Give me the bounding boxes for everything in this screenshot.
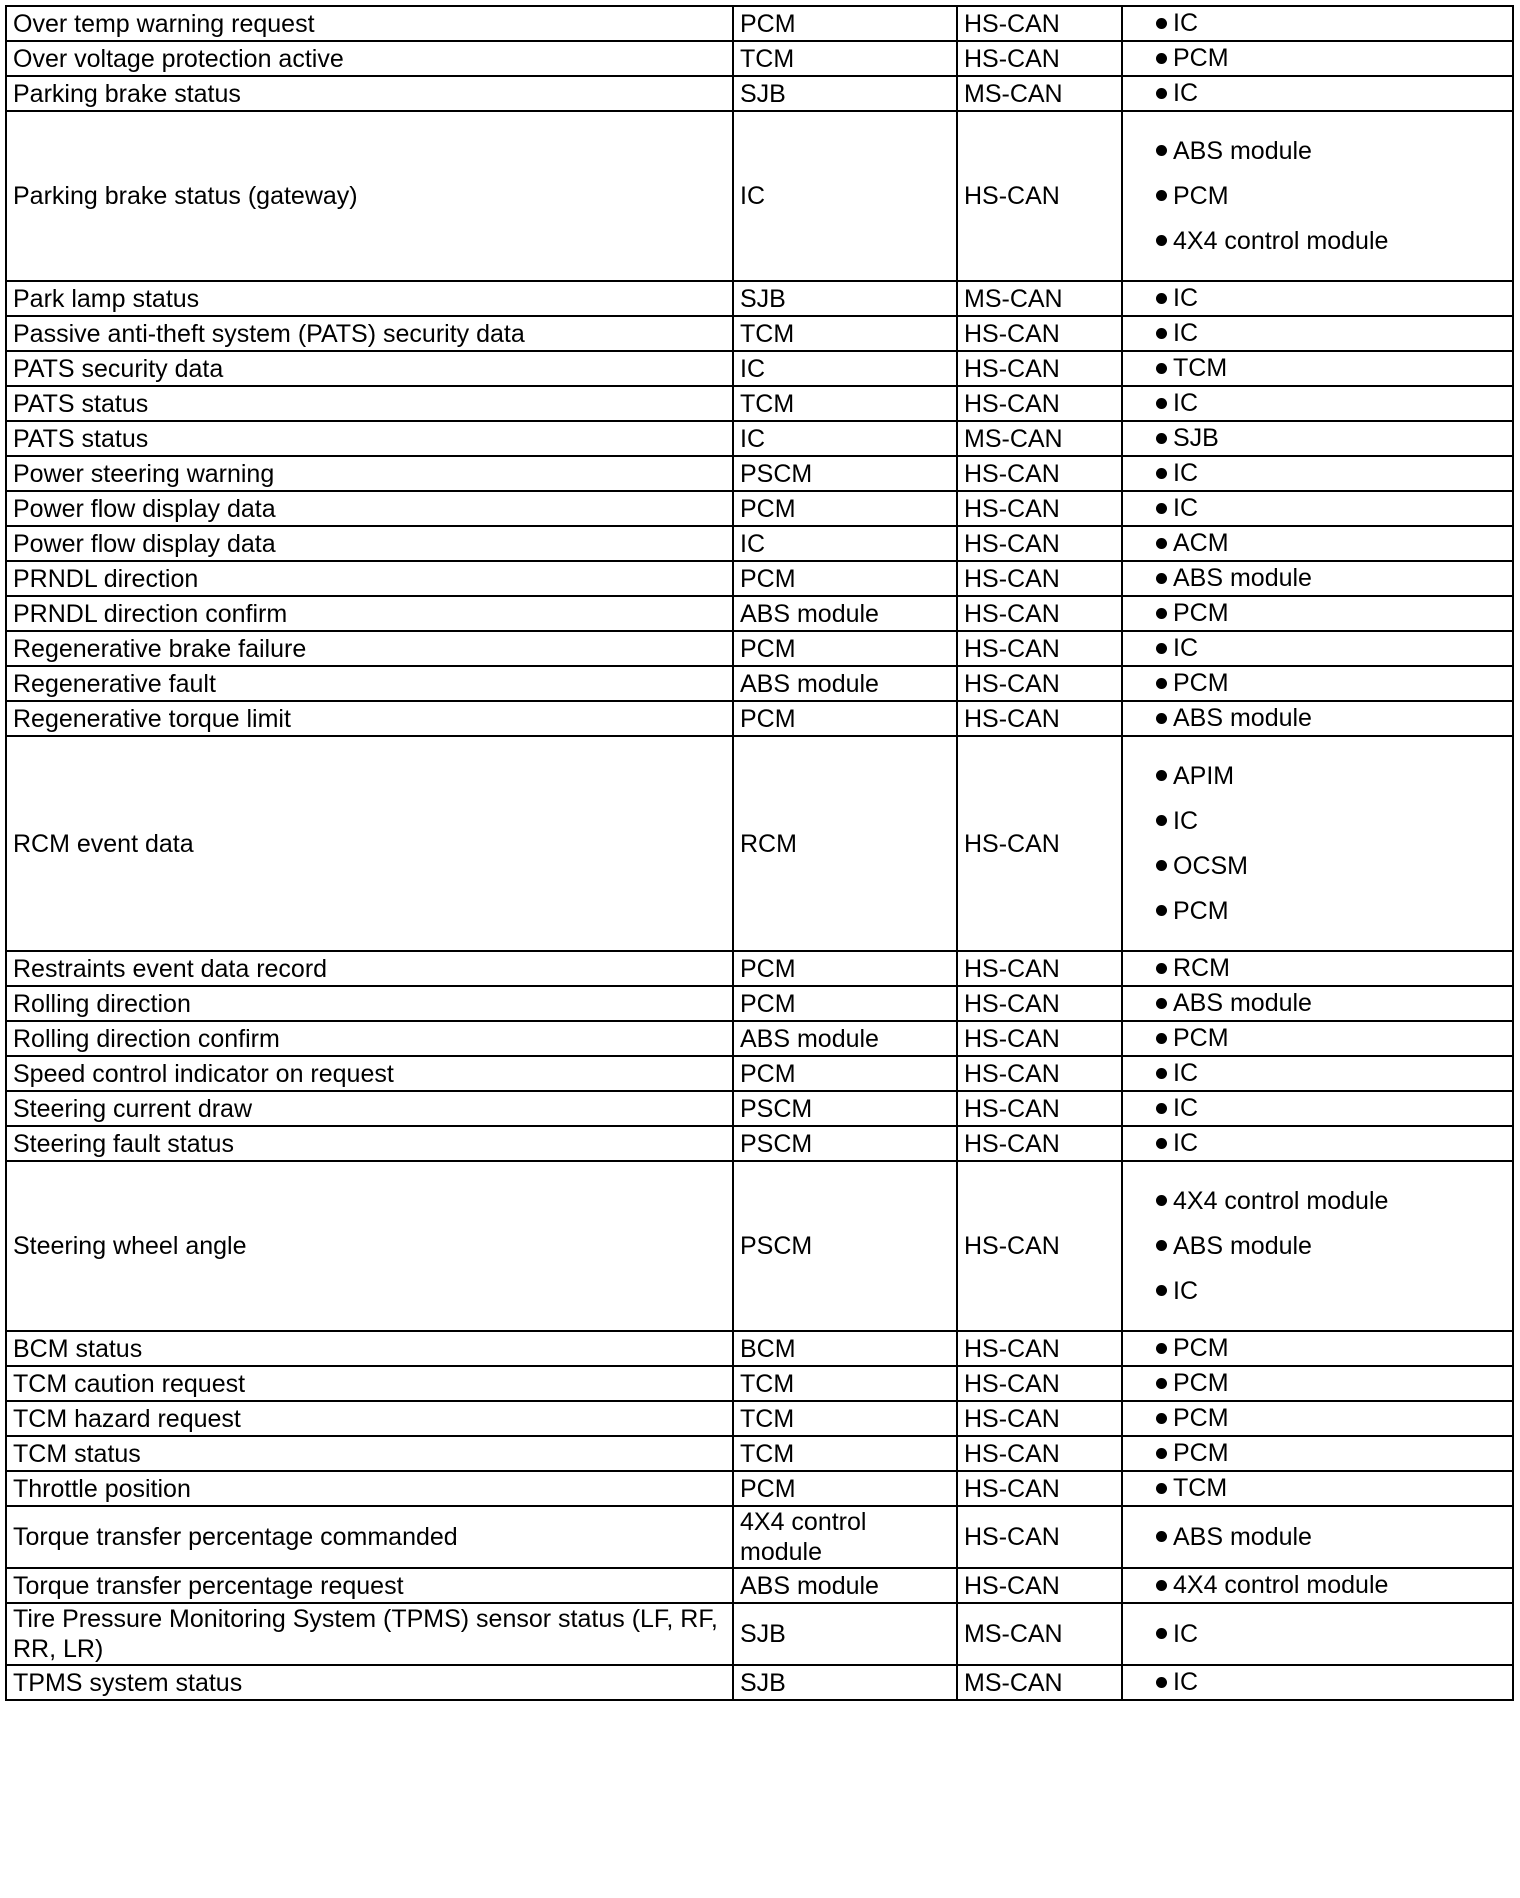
network-cell: HS-CAN	[957, 1021, 1122, 1056]
message-cell: BCM status	[6, 1331, 733, 1366]
network-cell: HS-CAN	[957, 386, 1122, 421]
table-row	[6, 596, 1513, 631]
receiver-item: PCM	[1173, 1438, 1506, 1469]
table-row	[6, 1091, 1513, 1126]
receivers-cell	[1122, 1161, 1513, 1331]
receiver-item: PCM	[1173, 1023, 1506, 1054]
network-cell: HS-CAN	[957, 491, 1122, 526]
originator-cell: ABS module	[733, 666, 957, 701]
table-row	[6, 1056, 1513, 1091]
table-row	[6, 736, 1513, 951]
message-cell: Torque transfer percentage commanded	[6, 1506, 733, 1568]
network-cell: HS-CAN	[957, 1091, 1122, 1126]
table-row	[6, 421, 1513, 456]
receivers-cell	[1122, 1366, 1513, 1401]
table-row	[6, 316, 1513, 351]
table-row	[6, 386, 1513, 421]
receivers-cell	[1122, 736, 1513, 951]
receiver-item: IC	[1173, 1093, 1506, 1124]
originator-cell: SJB	[733, 1665, 957, 1700]
message-cell: RCM event data	[6, 736, 733, 951]
receiver-item: IC	[1173, 388, 1506, 419]
receiver-item: IC	[1173, 1058, 1506, 1089]
table-row	[6, 1331, 1513, 1366]
receiver-item: OCSM	[1173, 844, 1506, 889]
message-cell: PATS status	[6, 421, 733, 456]
network-cell: MS-CAN	[957, 1665, 1122, 1700]
originator-cell: PCM	[733, 631, 957, 666]
originator-cell: PCM	[733, 1056, 957, 1091]
network-cell: HS-CAN	[957, 986, 1122, 1021]
message-cell: Steering current draw	[6, 1091, 733, 1126]
receivers-cell	[1122, 316, 1513, 351]
receiver-item: IC	[1173, 1269, 1506, 1314]
receivers-cell	[1122, 386, 1513, 421]
message-cell: Parking brake status (gateway)	[6, 111, 733, 281]
originator-cell: PCM	[733, 6, 957, 41]
table-row	[6, 1471, 1513, 1506]
table-row	[6, 526, 1513, 561]
table-row	[6, 1366, 1513, 1401]
receiver-item: 4X4 control module	[1173, 1570, 1506, 1601]
network-cell: MS-CAN	[957, 76, 1122, 111]
receivers-cell	[1122, 76, 1513, 111]
network-cell: HS-CAN	[957, 1161, 1122, 1331]
message-cell: Steering fault status	[6, 1126, 733, 1161]
receiver-item: IC	[1173, 633, 1506, 664]
receiver-item: ABS module	[1173, 1522, 1506, 1553]
receiver-item: IC	[1173, 799, 1506, 844]
network-message-table	[5, 5, 1514, 1701]
receiver-item: IC	[1173, 1619, 1506, 1650]
message-cell: PATS status	[6, 386, 733, 421]
receivers-cell	[1122, 1506, 1513, 1568]
network-cell: HS-CAN	[957, 1568, 1122, 1603]
message-cell: Power flow display data	[6, 491, 733, 526]
originator-cell: TCM	[733, 41, 957, 76]
receiver-item: PCM	[1173, 1333, 1506, 1364]
receiver-item: PCM	[1173, 889, 1506, 934]
receiver-item: 4X4 control module	[1173, 219, 1506, 264]
message-cell: Passive anti-theft system (PATS) security data	[6, 316, 733, 351]
receivers-cell	[1122, 666, 1513, 701]
originator-cell: PCM	[733, 701, 957, 736]
originator-cell: 4X4 control module	[733, 1506, 957, 1568]
originator-cell: SJB	[733, 281, 957, 316]
receiver-item: IC	[1173, 1128, 1506, 1159]
receiver-item: PCM	[1173, 174, 1506, 219]
network-cell: HS-CAN	[957, 631, 1122, 666]
message-cell: Park lamp status	[6, 281, 733, 316]
originator-cell: SJB	[733, 76, 957, 111]
receivers-cell	[1122, 1331, 1513, 1366]
receivers-cell	[1122, 491, 1513, 526]
message-cell: Over temp warning request	[6, 6, 733, 41]
originator-cell: PCM	[733, 951, 957, 986]
receivers-cell	[1122, 631, 1513, 666]
receivers-cell	[1122, 1665, 1513, 1700]
originator-cell: IC	[733, 111, 957, 281]
network-cell: MS-CAN	[957, 421, 1122, 456]
message-cell: Torque transfer percentage request	[6, 1568, 733, 1603]
table-row	[6, 1401, 1513, 1436]
originator-cell: IC	[733, 351, 957, 386]
originator-cell: PCM	[733, 1471, 957, 1506]
originator-cell: PCM	[733, 561, 957, 596]
table-row	[6, 111, 1513, 281]
network-cell: HS-CAN	[957, 1506, 1122, 1568]
originator-cell: TCM	[733, 1436, 957, 1471]
table-row	[6, 1568, 1513, 1603]
originator-cell: TCM	[733, 316, 957, 351]
network-cell: HS-CAN	[957, 41, 1122, 76]
receivers-cell	[1122, 1021, 1513, 1056]
message-cell: Tire Pressure Monitoring System (TPMS) sensor status (LF, RF, RR, LR)	[6, 1603, 733, 1665]
table-row	[6, 76, 1513, 111]
receivers-cell	[1122, 456, 1513, 491]
receiver-item: IC	[1173, 1667, 1506, 1698]
receiver-item: PCM	[1173, 1403, 1506, 1434]
message-cell: PRNDL direction confirm	[6, 596, 733, 631]
receivers-cell	[1122, 701, 1513, 736]
network-cell: HS-CAN	[957, 596, 1122, 631]
receivers-cell	[1122, 1603, 1513, 1665]
message-cell: Power flow display data	[6, 526, 733, 561]
table-row	[6, 666, 1513, 701]
network-cell: HS-CAN	[957, 1056, 1122, 1091]
originator-cell: RCM	[733, 736, 957, 951]
network-cell: MS-CAN	[957, 1603, 1122, 1665]
receivers-cell	[1122, 1401, 1513, 1436]
table-row	[6, 1506, 1513, 1568]
receiver-item: RCM	[1173, 953, 1506, 984]
table-row	[6, 1603, 1513, 1665]
table-row	[6, 1436, 1513, 1471]
table-row	[6, 1161, 1513, 1331]
network-cell: HS-CAN	[957, 1436, 1122, 1471]
network-cell: HS-CAN	[957, 736, 1122, 951]
table-row	[6, 351, 1513, 386]
originator-cell: PSCM	[733, 1091, 957, 1126]
receivers-cell	[1122, 1436, 1513, 1471]
receiver-item: ABS module	[1173, 129, 1506, 174]
message-cell: Power steering warning	[6, 456, 733, 491]
receivers-cell	[1122, 1056, 1513, 1091]
message-cell: PRNDL direction	[6, 561, 733, 596]
table-row	[6, 281, 1513, 316]
receiver-item: ABS module	[1173, 563, 1506, 594]
receiver-item: ACM	[1173, 528, 1506, 559]
receivers-cell	[1122, 111, 1513, 281]
receivers-cell	[1122, 986, 1513, 1021]
table-row	[6, 41, 1513, 76]
receivers-cell	[1122, 281, 1513, 316]
receiver-item: IC	[1173, 8, 1506, 39]
originator-cell: PSCM	[733, 1126, 957, 1161]
receiver-item: PCM	[1173, 43, 1506, 74]
receivers-cell	[1122, 526, 1513, 561]
network-cell: HS-CAN	[957, 666, 1122, 701]
network-cell: HS-CAN	[957, 351, 1122, 386]
receiver-item: PCM	[1173, 1368, 1506, 1399]
receivers-cell	[1122, 6, 1513, 41]
message-cell: Parking brake status	[6, 76, 733, 111]
message-cell: TCM hazard request	[6, 1401, 733, 1436]
table-body	[6, 6, 1513, 1700]
message-cell: Regenerative torque limit	[6, 701, 733, 736]
receivers-cell	[1122, 596, 1513, 631]
network-cell: HS-CAN	[957, 1471, 1122, 1506]
originator-cell: TCM	[733, 386, 957, 421]
network-cell: HS-CAN	[957, 1331, 1122, 1366]
message-cell: Regenerative fault	[6, 666, 733, 701]
originator-cell: PCM	[733, 986, 957, 1021]
table-row	[6, 1126, 1513, 1161]
network-cell: HS-CAN	[957, 951, 1122, 986]
table-row	[6, 631, 1513, 666]
receiver-item: SJB	[1173, 423, 1506, 454]
network-cell: HS-CAN	[957, 316, 1122, 351]
receiver-item: PCM	[1173, 598, 1506, 629]
message-cell: Regenerative brake failure	[6, 631, 733, 666]
table-row	[6, 561, 1513, 596]
receiver-item: 4X4 control module	[1173, 1179, 1506, 1224]
table-row	[6, 951, 1513, 986]
receiver-item: IC	[1173, 283, 1506, 314]
network-cell: HS-CAN	[957, 561, 1122, 596]
receivers-cell	[1122, 561, 1513, 596]
message-cell: Over voltage protection active	[6, 41, 733, 76]
receiver-item: ABS module	[1173, 703, 1506, 734]
network-cell: MS-CAN	[957, 281, 1122, 316]
table-row	[6, 1665, 1513, 1700]
receiver-item: IC	[1173, 78, 1506, 109]
network-cell: HS-CAN	[957, 701, 1122, 736]
network-cell: HS-CAN	[957, 1366, 1122, 1401]
originator-cell: PSCM	[733, 1161, 957, 1331]
receiver-item: APIM	[1173, 754, 1506, 799]
message-cell: Steering wheel angle	[6, 1161, 733, 1331]
receivers-cell	[1122, 951, 1513, 986]
table-row	[6, 701, 1513, 736]
originator-cell: ABS module	[733, 596, 957, 631]
receivers-cell	[1122, 1126, 1513, 1161]
message-cell: Rolling direction	[6, 986, 733, 1021]
originator-cell: BCM	[733, 1331, 957, 1366]
message-cell: TCM caution request	[6, 1366, 733, 1401]
originator-cell: ABS module	[733, 1021, 957, 1056]
message-cell: Throttle position	[6, 1471, 733, 1506]
receivers-cell	[1122, 421, 1513, 456]
network-cell: HS-CAN	[957, 456, 1122, 491]
receiver-item: IC	[1173, 458, 1506, 489]
message-cell: Speed control indicator on request	[6, 1056, 733, 1091]
message-cell: Restraints event data record	[6, 951, 733, 986]
network-cell: HS-CAN	[957, 111, 1122, 281]
network-cell: HS-CAN	[957, 6, 1122, 41]
table-row	[6, 456, 1513, 491]
originator-cell: PSCM	[733, 456, 957, 491]
receivers-cell	[1122, 1471, 1513, 1506]
receiver-item: TCM	[1173, 1473, 1506, 1504]
originator-cell: IC	[733, 421, 957, 456]
table-row	[6, 6, 1513, 41]
message-cell: PATS security data	[6, 351, 733, 386]
network-cell: HS-CAN	[957, 526, 1122, 561]
message-cell: TCM status	[6, 1436, 733, 1471]
receivers-cell	[1122, 1091, 1513, 1126]
originator-cell: TCM	[733, 1366, 957, 1401]
network-cell: HS-CAN	[957, 1126, 1122, 1161]
receiver-item: ABS module	[1173, 988, 1506, 1019]
receiver-item: ABS module	[1173, 1224, 1506, 1269]
receiver-item: IC	[1173, 318, 1506, 349]
receivers-cell	[1122, 41, 1513, 76]
originator-cell: IC	[733, 526, 957, 561]
table-row	[6, 1021, 1513, 1056]
receiver-item: TCM	[1173, 353, 1506, 384]
originator-cell: SJB	[733, 1603, 957, 1665]
message-cell: TPMS system status	[6, 1665, 733, 1700]
originator-cell: PCM	[733, 491, 957, 526]
network-cell: HS-CAN	[957, 1401, 1122, 1436]
table-row	[6, 986, 1513, 1021]
receivers-cell	[1122, 1568, 1513, 1603]
receiver-item: IC	[1173, 493, 1506, 524]
receiver-item: PCM	[1173, 668, 1506, 699]
receivers-cell	[1122, 351, 1513, 386]
table-row	[6, 491, 1513, 526]
originator-cell: TCM	[733, 1401, 957, 1436]
message-cell: Rolling direction confirm	[6, 1021, 733, 1056]
originator-cell: ABS module	[733, 1568, 957, 1603]
